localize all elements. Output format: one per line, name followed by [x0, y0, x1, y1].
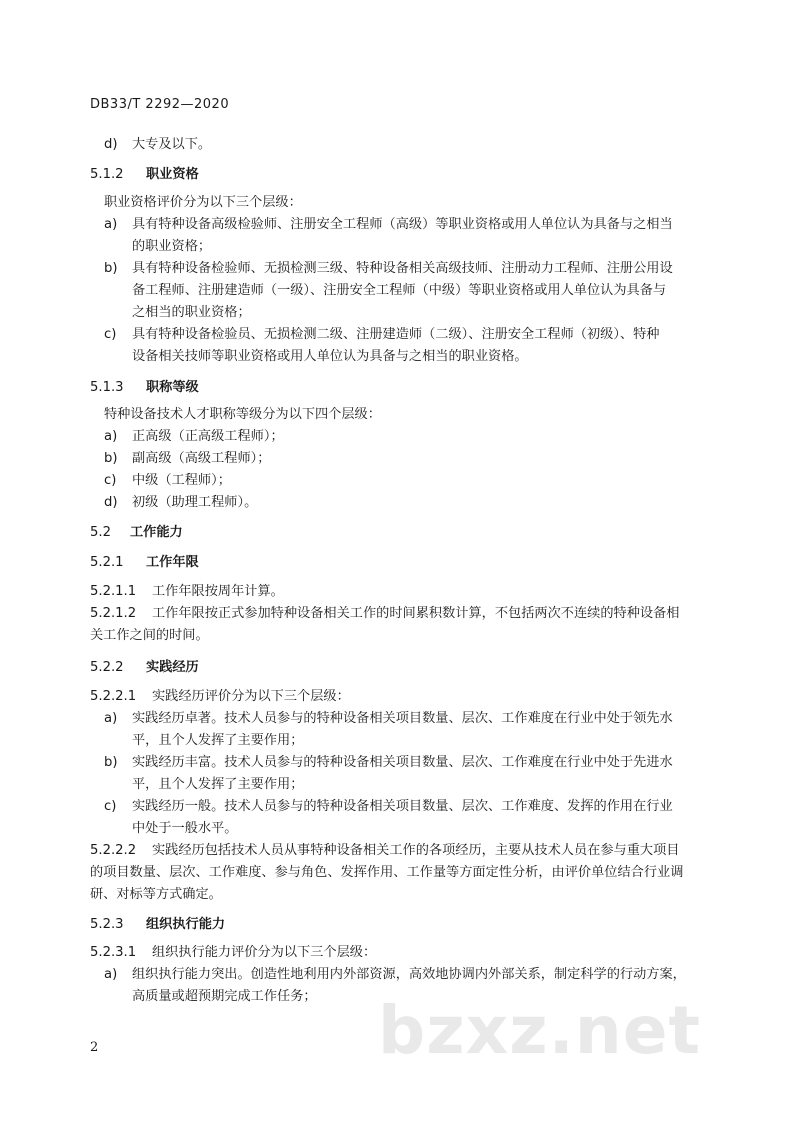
section-title: 工作年限 [146, 555, 199, 570]
section-number: 5.2.2 [90, 660, 124, 675]
paragraph: 职业资格评价分为以下三个层级： [104, 195, 302, 210]
clause-5-2-3-1 [90, 944, 376, 962]
list-item: 具有特种设备检验员、无损检测二级、注册建造师（二级）、注册安全工程师（初级）、特种 [132, 327, 660, 342]
list-item-continuation: 高质量或超预期完成工作任务； [132, 989, 317, 1004]
list-item: 实践经历一般。技术人员参与的特种设备相关项目数量、层次、工作难度、发挥的作用在行业 [132, 799, 673, 814]
list-item: 实践经历卓著。技术人员参与的特种设备相关项目数量、层次、工作难度在行业中处于领先水 [132, 711, 673, 726]
list-item-continuation: 平，且个人发挥了主要作用； [132, 777, 304, 792]
watermark: bzxz.net [378, 992, 702, 1069]
list-item: 组织执行能力突出。创造性地利用内外部资源，高效地协调内外部关系，制定科学的行动方案， [132, 967, 686, 982]
list-item-continuation: 设备相关技师等职业资格或用人单位认为具备与之相当的职业资格。 [132, 349, 528, 364]
clause-5-2-2-2 [90, 842, 680, 860]
list-item-continuation: 中处于一般水平。 [132, 821, 238, 836]
list-marker: a) [104, 967, 118, 982]
list-item: 副高级（高级工程师）； [132, 451, 271, 466]
section-title: 职称等级 [146, 380, 199, 395]
section-heading-5-2-1 [90, 554, 199, 572]
section-heading-5-2-3 [90, 916, 225, 934]
clause-number: 5.2.1.2 [90, 606, 137, 621]
section-heading-5-2 [90, 524, 183, 542]
list-item-continuation: 平，且个人发挥了主要作用； [132, 733, 304, 748]
section-title: 职业资格 [146, 167, 199, 182]
clause-continuation: 的项目数量、层次、工作难度、参与角色、发挥作用、工作量等方面定性分析，由评价单位结合行业调 [90, 865, 684, 880]
section-title: 工作能力 [130, 525, 183, 540]
list-marker: c) [104, 473, 117, 488]
list-marker: a) [104, 429, 118, 444]
section-number: 5.2 [90, 525, 111, 540]
clause-5-2-2-1 [90, 688, 350, 706]
list-marker: c) [104, 327, 117, 342]
clause-5-2-1-1 [90, 583, 284, 601]
section-number: 5.2.3 [90, 917, 124, 932]
list-item-continuation: 备工程师、注册建造师（一级）、注册安全工程师（中级）等职业资格或用人单位认为具备与 [132, 283, 667, 298]
clause-number: 5.2.2.2 [90, 843, 137, 858]
list-item: 初级（助理工程师）。 [132, 495, 258, 510]
clause-number: 5.2.1.1 [90, 584, 137, 599]
list-marker: c) [104, 799, 117, 814]
list-marker: a) [104, 217, 118, 232]
clause-number: 5.2.3.1 [90, 945, 137, 960]
list-marker: b) [104, 261, 118, 276]
list-item-continuation: 之相当的职业资格； [132, 305, 251, 320]
list-marker: d) [104, 137, 118, 152]
list-marker: a) [104, 711, 118, 726]
section-number: 5.1.3 [90, 380, 124, 395]
clause-continuation: 关工作之间的时间。 [90, 628, 209, 643]
section-heading-5-1-3 [90, 379, 199, 397]
list-item-continuation: 的职业资格； [132, 239, 212, 254]
section-title: 组织执行能力 [146, 917, 226, 932]
section-number: 5.1.2 [90, 167, 124, 182]
list-item: 具有特种设备检验师、无损检测三级、特种设备相关高级技师、注册动力工程师、注册公用设 [132, 261, 673, 276]
clause-text: 工作年限按正式参加特种设备相关工作的时间累积数计算，不包括两次不连续的特种设备相 [152, 606, 680, 621]
list-item: 中级（工程师）； [132, 473, 231, 488]
list-marker: d) [104, 495, 118, 510]
clause-continuation: 研、对标等方式确定。 [90, 887, 222, 902]
section-heading-5-2-2 [90, 659, 199, 677]
clause-text: 实践经历评价分为以下三个层级： [152, 689, 350, 704]
clause-number: 5.2.2.1 [90, 689, 137, 704]
page-number: 2 [90, 1040, 99, 1055]
paragraph: 特种设备技术人才职称等级分为以下四个层级： [104, 407, 381, 422]
list-item: 正高级（正高级工程师）； [132, 429, 284, 444]
clause-text: 工作年限按周年计算。 [152, 584, 284, 599]
list-item: 具有特种设备高级检验师、注册安全工程师（高级）等职业资格或用人单位认为具备与之相当 [132, 217, 673, 232]
clause-text: 组织执行能力评价分为以下三个层级： [152, 945, 377, 960]
clause-5-2-1-2 [90, 605, 680, 623]
section-title: 实践经历 [146, 660, 199, 675]
section-number: 5.2.1 [90, 555, 124, 570]
list-item: 实践经历丰富。技术人员参与的特种设备相关项目数量、层次、工作难度在行业中处于先进水 [132, 755, 673, 770]
document-code: DB33/T 2292—2020 [90, 97, 230, 112]
list-marker: b) [104, 755, 118, 770]
list-item: 大专及以下。 [132, 137, 212, 152]
section-heading-5-1-2 [90, 166, 199, 184]
list-marker: b) [104, 451, 118, 466]
clause-text: 实践经历包括技术人员从事特种设备相关工作的各项经历，主要从技术人员在参与重大项目 [152, 843, 680, 858]
